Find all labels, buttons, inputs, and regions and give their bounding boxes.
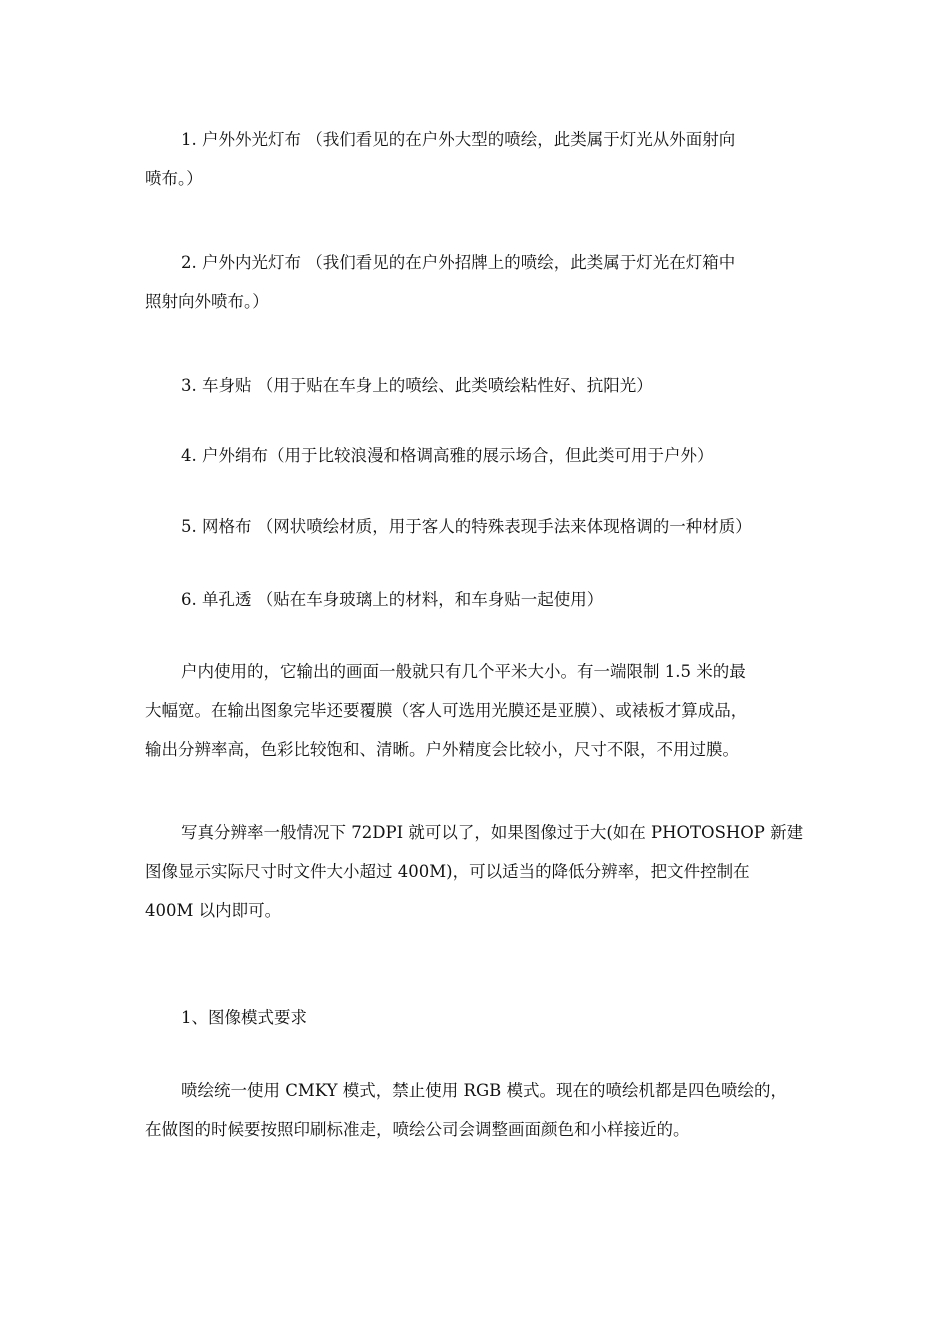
- text-line: 喷布。）: [145, 169, 203, 188]
- text-line: 1、图像模式要求: [181, 1008, 307, 1027]
- paragraph-outdoor-silk-cloth: [145, 436, 810, 475]
- text-line: 1. 户外外光灯布 （我们看见的在户外大型的喷绘，此类属于灯光从外面射向: [181, 130, 736, 149]
- text-line: 图像显示实际尺寸时文件大小超过 400M)，可以适当的降低分辨率，把文件控制在: [145, 862, 750, 881]
- text-line: 户内使用的，它输出的画面一般就只有几个平米大小。有一端限制 1.5 米的最: [181, 662, 746, 681]
- paragraph-resolution: [145, 813, 810, 930]
- text-line: 3. 车身贴 （用于贴在车身上的喷绘、此类喷绘粘性好、抗阳光）: [181, 376, 653, 395]
- paragraph-indoor-photo-printing: [145, 652, 810, 769]
- text-line: 大幅宽。在输出图象完毕还要覆膜（客人可选用光膜还是亚膜）、或裱板才算成品，: [145, 701, 748, 720]
- text-line: 输出分辨率高，色彩比较饱和、清晰。户外精度会比较小，尺寸不限，不用过膜。: [145, 740, 739, 759]
- paragraph-outdoor-front-lit-banner: [145, 120, 810, 198]
- text-line: 在做图的时候要按照印刷标准走，喷绘公司会调整画面颜色和小样接近的。: [145, 1120, 690, 1139]
- text-line: 400M 以内即可。: [145, 901, 282, 920]
- text-line: 2. 户外内光灯布 （我们看见的在户外招牌上的喷绘，此类属于灯光在灯箱中: [181, 253, 736, 272]
- paragraph-vehicle-sticker: [145, 366, 810, 405]
- paragraph-one-way-vision: [145, 580, 810, 619]
- text-line: 4. 户外绢布（用于比较浪漫和格调高雅的展示场合，但此类可用于户外）: [181, 446, 714, 465]
- text-line: 6. 单孔透 （贴在车身玻璃上的材料，和车身贴一起使用）: [181, 590, 604, 609]
- paragraph-mesh-cloth: [145, 507, 810, 546]
- paragraph-outdoor-back-lit-banner: [145, 243, 810, 321]
- section-heading-image-mode: [145, 998, 810, 1037]
- text-line: 写真分辨率一般情况下 72DPI 就可以了，如果图像过于大(如在 PHOTOSHOP 新建: [181, 823, 804, 842]
- text-line: 5. 网格布 （网状喷绘材质，用于客人的特殊表现手法来体现格调的一种材质）: [181, 517, 752, 536]
- paragraph-color-mode: [145, 1071, 810, 1149]
- text-line: 喷绘统一使用 CMKY 模式，禁止使用 RGB 模式。现在的喷绘机都是四色喷绘的，: [181, 1081, 788, 1100]
- text-line: 照射向外喷布。）: [145, 292, 269, 311]
